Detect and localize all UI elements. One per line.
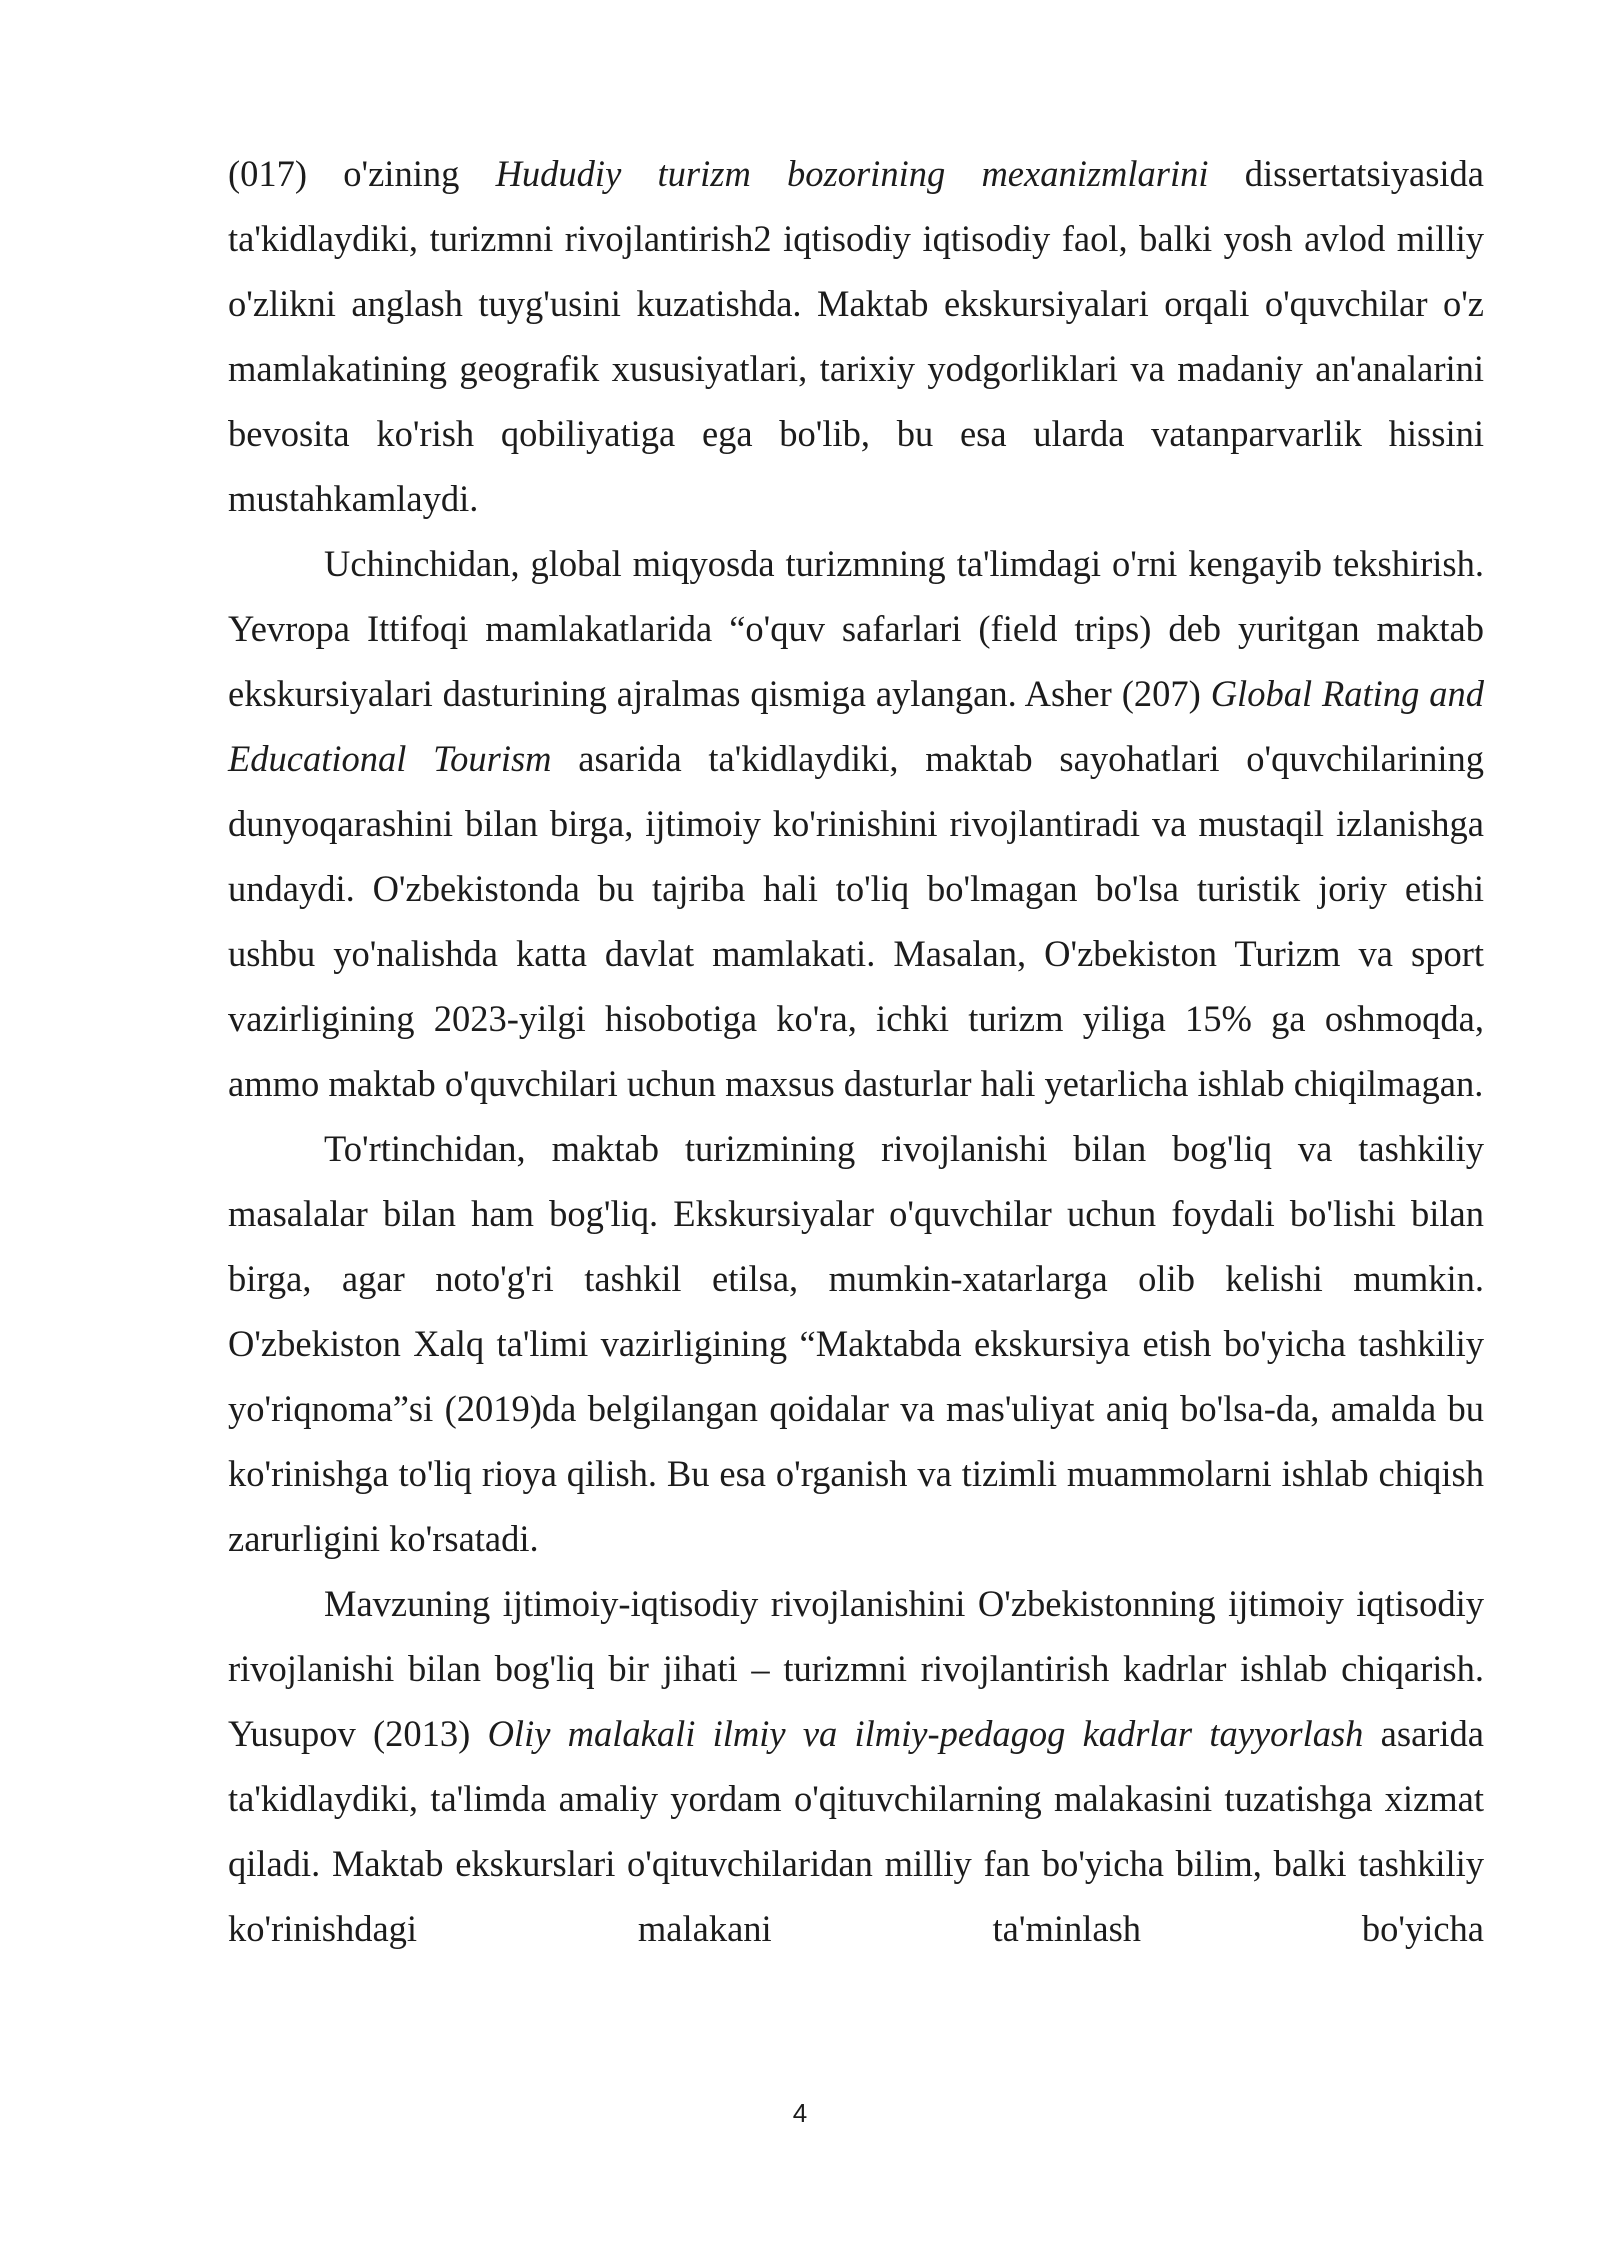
paragraph-1 xyxy=(228,141,1484,531)
paragraph-2-italic-title: Global Rating and Educational Tourism xyxy=(228,673,1484,779)
paragraph-4 xyxy=(228,1571,1484,1961)
paragraph-4-run-1: Mavzuning ijtimoiy-iqtisodiy rivojlanishini O'zbekistonning ijtimoiy iqtisodiy rivojlanishi bilan bog'liq bir jihati – turizmni rivojlantirish kadrlar ishlab chiqarish. Yusupov (2013) xyxy=(228,1583,1484,1754)
paragraph-2 xyxy=(228,531,1484,1116)
paragraph-2-run-1: Uchinchidan, global miqyosda turizmning ta'limdagi o'rni kengayib tekshirish. Yevropa Ittifoqi mamlakatlarida “o'quv safarlari (field trips) deb yuritgan maktab ekskursiyalari dasturining ajralmas qismiga aylangan. Asher (207) xyxy=(228,543,1484,714)
body-text xyxy=(228,141,1484,1961)
paragraph-4-run-3: asarida ta'kidlaydiki, ta'limda amaliy yordam o'qituvchilarning malakasini tuzatishga xizmat qiladi. Maktab ekskurslari o'qituvchilaridan milliy fan bo'yicha bilim, balki tashkiliy ko'rinishdagi malakani ta'minlash bo'yicha xyxy=(228,1713,1485,1949)
page-number: 4 xyxy=(792,2098,808,2128)
paragraph-1-run-1: (017) o'zining xyxy=(228,153,496,194)
paragraph-3 xyxy=(228,1116,1484,1571)
paragraph-1-italic-title: Hududiy turizm bozorining mexanizmlarini xyxy=(495,153,1209,194)
paragraph-4-italic-title: Oliy malakali ilmiy va ilmiy-pedagog kadrlar tayyorlash xyxy=(487,1713,1364,1754)
paragraph-1-run-3: dissertatsiyasida ta'kidlaydiki, turizmni rivojlantirish2 iqtisodiy iqtisodiy faol, balki yosh avlod milliy o'zlikni anglash tuyg'usini kuzatishda. Maktab ekskursiyalari orqali o'quvchilar o'z mamlakatining geografik xususiyatlari, tarixiy yodgorliklari va madaniy an'analarini bevosita ko'rish qobiliyatiga ega bo'lib, bu esa ularda vatanparvarlik hissini mustahkamlaydi. xyxy=(228,153,1484,519)
paragraph-3-run-1: To'rtinchidan, maktab turizmining rivojlanishi bilan bog'liq va tashkiliy masalalar bilan ham bog'liq. Ekskursiyalar o'quvchilar uchun foydali bo'lishi bilan birga, agar noto'g'ri tashkil etilsa, mumkin-xatarlarga olib kelishi mumkin. O'zbekiston Xalq ta'limi vazirligining “Maktabda ekskursiya etish bo'yicha tashkiliy yo'riqnoma”si (2019)da belgilangan qoidalar va mas'uliyat aniq bo'lsa-da, amalda bu ko'rinishga to'liq rioya qilish. Bu esa o'rganish va tizimli muammolarni ishlab chiqish zarurligini ko'rsatadi. xyxy=(228,1128,1484,1559)
paragraph-2-run-3: asarida ta'kidlaydiki, maktab sayohatlari o'quvchilarining dunyoqarashini bilan birga, ijtimoiy ko'rinishini rivojlantiradi va mustaqil izlanishga undaydi. O'zbekistonda bu tajriba hali to'liq bo'lmagan bo'lsa turistik joriy etishi ushbu yo'nalishda katta davlat mamlakati. Masalan, O'zbekiston Turizm va sport vazirligining 2023-yilgi hisobotiga ko'ra, ichki turizm yiliga 15% ga oshmoqda, ammo maktab o'quvchilari uchun maxsus dasturlar hali yetarlicha ishlab chiqilmagan. xyxy=(228,738,1485,1104)
